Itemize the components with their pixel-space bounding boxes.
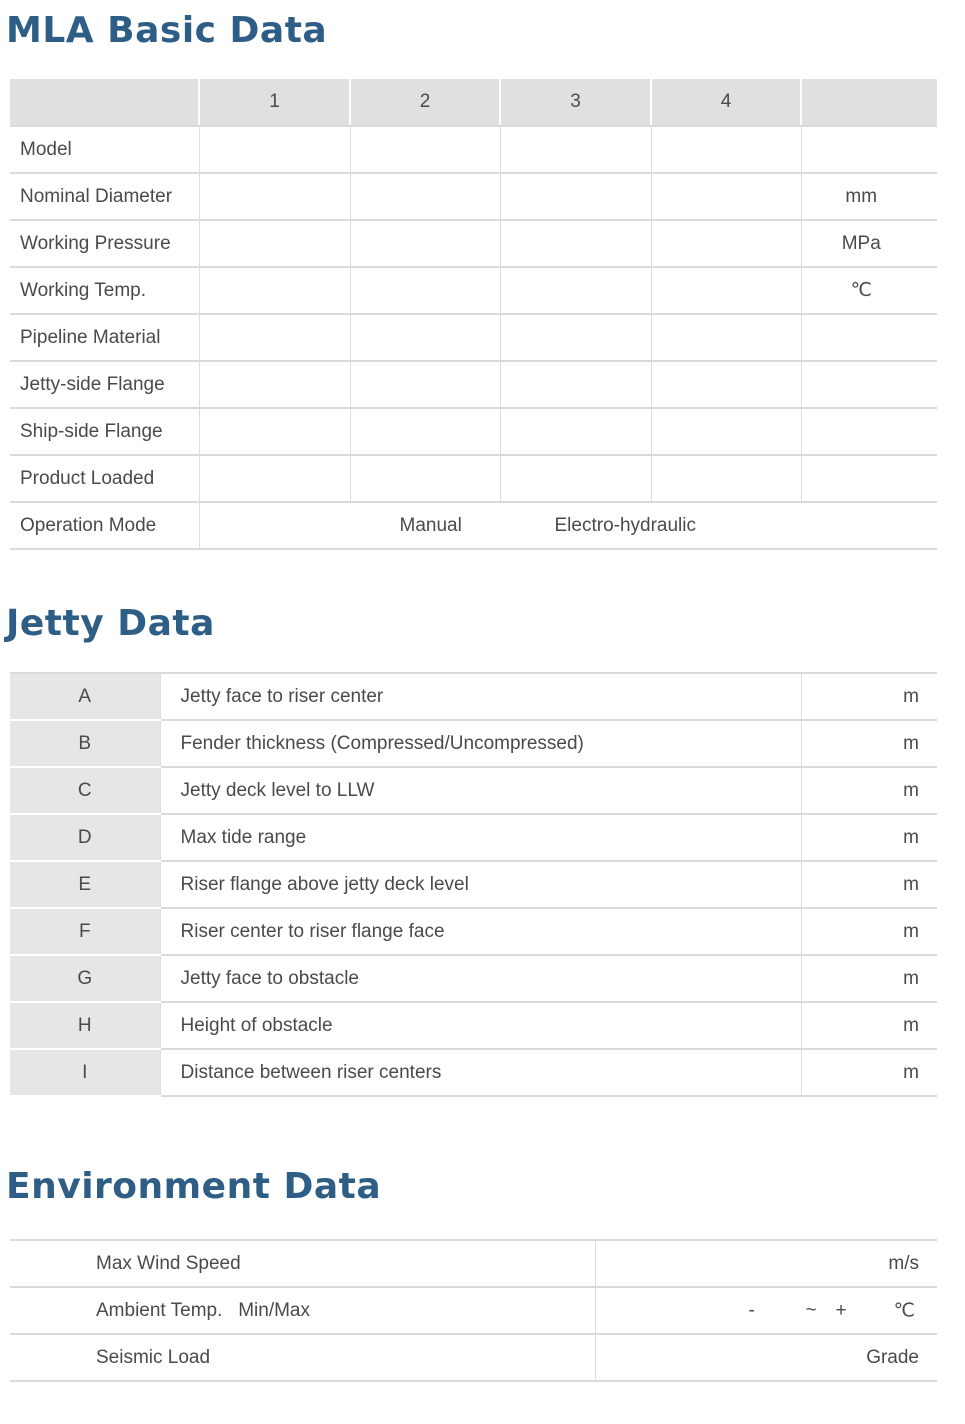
unit-cell[interactable]: m <box>801 1002 937 1049</box>
table-row <box>10 814 937 861</box>
unit-cell[interactable]: m <box>801 767 937 814</box>
row-key: F <box>10 908 160 955</box>
table-row <box>10 455 937 502</box>
value-cell[interactable] <box>500 314 651 361</box>
unit-cell[interactable]: m <box>801 955 937 1002</box>
unit-cell <box>801 126 937 173</box>
value-cell[interactable] <box>651 173 801 220</box>
row-description: Jetty face to riser center <box>160 673 801 720</box>
option-electro-hydraulic[interactable]: Electro-hydraulic <box>554 514 696 536</box>
unit-cell[interactable]: m <box>801 908 937 955</box>
unit-cell <box>801 408 937 455</box>
table-row <box>10 1049 937 1096</box>
row-label: Jetty-side Flange <box>10 361 199 408</box>
value-cell[interactable] <box>199 126 350 173</box>
max-sign: + <box>835 1299 847 1321</box>
row-label: Nominal Diameter <box>10 173 199 220</box>
value-cell[interactable] <box>500 361 651 408</box>
table-row <box>10 220 937 267</box>
option-manual[interactable]: Manual <box>399 514 462 536</box>
unit-cell[interactable]: m <box>801 1049 937 1096</box>
value-cell[interactable] <box>500 220 651 267</box>
row-description: Jetty deck level to LLW <box>160 767 801 814</box>
unit-cell[interactable]: m <box>801 861 937 908</box>
table-row <box>10 126 937 173</box>
jetty-data-table <box>10 672 937 1097</box>
value-cell[interactable] <box>199 220 350 267</box>
ambient-temp-cell[interactable] <box>595 1287 937 1334</box>
table-row <box>10 1287 937 1334</box>
row-label: Working Pressure <box>10 220 199 267</box>
table-row <box>10 908 937 955</box>
mla-header-cell: 3 <box>500 79 651 126</box>
row-key: A <box>10 673 160 720</box>
table-row <box>10 861 937 908</box>
mla-header-row <box>10 79 937 126</box>
value-cell[interactable] <box>350 314 500 361</box>
mla-header-cell <box>801 79 937 126</box>
table-row <box>10 673 937 720</box>
value-cell[interactable] <box>350 220 500 267</box>
unit-cell <box>801 455 937 502</box>
environment-data-table <box>10 1239 937 1382</box>
value-cell[interactable] <box>199 455 350 502</box>
value-cell[interactable] <box>199 267 350 314</box>
mla-section-title: MLA Basic Data <box>6 10 328 51</box>
table-row <box>10 720 937 767</box>
mla-basic-data-table <box>10 79 937 550</box>
operation-mode-cell <box>199 502 937 549</box>
value-cell[interactable] <box>651 220 801 267</box>
table-row <box>10 267 937 314</box>
row-label: Max Wind Speed <box>10 1240 595 1287</box>
value-cell[interactable] <box>350 455 500 502</box>
unit-cell[interactable]: m <box>801 673 937 720</box>
row-label: Product Loaded <box>10 455 199 502</box>
table-row <box>10 955 937 1002</box>
row-key: G <box>10 955 160 1002</box>
value-cell[interactable] <box>651 408 801 455</box>
row-label: Pipeline Material <box>10 314 199 361</box>
value-cell[interactable] <box>350 267 500 314</box>
value-cell[interactable] <box>651 267 801 314</box>
table-row <box>10 408 937 455</box>
environment-section-title: Environment Data <box>6 1166 382 1207</box>
value-cell[interactable] <box>350 361 500 408</box>
row-description: Jetty face to obstacle <box>160 955 801 1002</box>
row-description: Fender thickness (Compressed/Uncompressed) <box>160 720 801 767</box>
mla-header-cell <box>10 79 199 126</box>
unit-cell[interactable]: Grade <box>595 1334 937 1381</box>
unit-cell: MPa <box>801 220 937 267</box>
unit-cell: mm <box>801 173 937 220</box>
table-row <box>10 1002 937 1049</box>
row-key: H <box>10 1002 160 1049</box>
row-label: Operation Mode <box>10 502 199 549</box>
value-cell[interactable] <box>199 314 350 361</box>
value-cell[interactable] <box>350 173 500 220</box>
row-key: I <box>10 1049 160 1096</box>
unit-cell <box>801 314 937 361</box>
row-description: Riser flange above jetty deck level <box>160 861 801 908</box>
row-key: C <box>10 767 160 814</box>
row-description: Distance between riser centers <box>160 1049 801 1096</box>
unit-cell[interactable]: m <box>801 814 937 861</box>
value-cell[interactable] <box>500 455 651 502</box>
row-label: Working Temp. <box>10 267 199 314</box>
unit-cell[interactable]: m/s <box>595 1240 937 1287</box>
row-label: Model <box>10 126 199 173</box>
table-row <box>10 361 937 408</box>
table-row <box>10 314 937 361</box>
value-cell[interactable] <box>500 408 651 455</box>
row-key: D <box>10 814 160 861</box>
value-cell[interactable] <box>350 126 500 173</box>
mla-header-cell: 4 <box>651 79 801 126</box>
table-row <box>10 1334 937 1381</box>
unit-cell <box>801 361 937 408</box>
value-cell[interactable] <box>651 314 801 361</box>
operation-mode-row <box>10 502 937 549</box>
row-key: B <box>10 720 160 767</box>
row-label: Seismic Load <box>10 1334 595 1381</box>
row-label: Ambient Temp. Min/Max <box>10 1287 595 1334</box>
unit-label: ℃ <box>893 1300 915 1321</box>
value-cell[interactable] <box>651 361 801 408</box>
mla-header-cell: 2 <box>350 79 500 126</box>
row-label: Ship-side Flange <box>10 408 199 455</box>
row-key: E <box>10 861 160 908</box>
row-description: Max tide range <box>160 814 801 861</box>
table-row <box>10 1240 937 1287</box>
value-cell[interactable] <box>199 173 350 220</box>
value-cell[interactable] <box>500 267 651 314</box>
row-description: Riser center to riser flange face <box>160 908 801 955</box>
mla-header-cell: 1 <box>199 79 350 126</box>
value-cell[interactable] <box>500 126 651 173</box>
jetty-section-title: Jetty Data <box>6 603 215 644</box>
unit-cell[interactable]: m <box>801 720 937 767</box>
value-cell[interactable] <box>651 455 801 502</box>
range-tilde: ~ <box>805 1299 817 1321</box>
value-cell[interactable] <box>651 126 801 173</box>
row-description: Height of obstacle <box>160 1002 801 1049</box>
value-cell[interactable] <box>199 408 350 455</box>
min-sign: - <box>748 1299 755 1321</box>
table-row <box>10 173 937 220</box>
value-cell[interactable] <box>350 408 500 455</box>
value-cell[interactable] <box>199 361 350 408</box>
value-cell[interactable] <box>500 173 651 220</box>
table-row <box>10 767 937 814</box>
unit-cell: ℃ <box>801 267 937 314</box>
